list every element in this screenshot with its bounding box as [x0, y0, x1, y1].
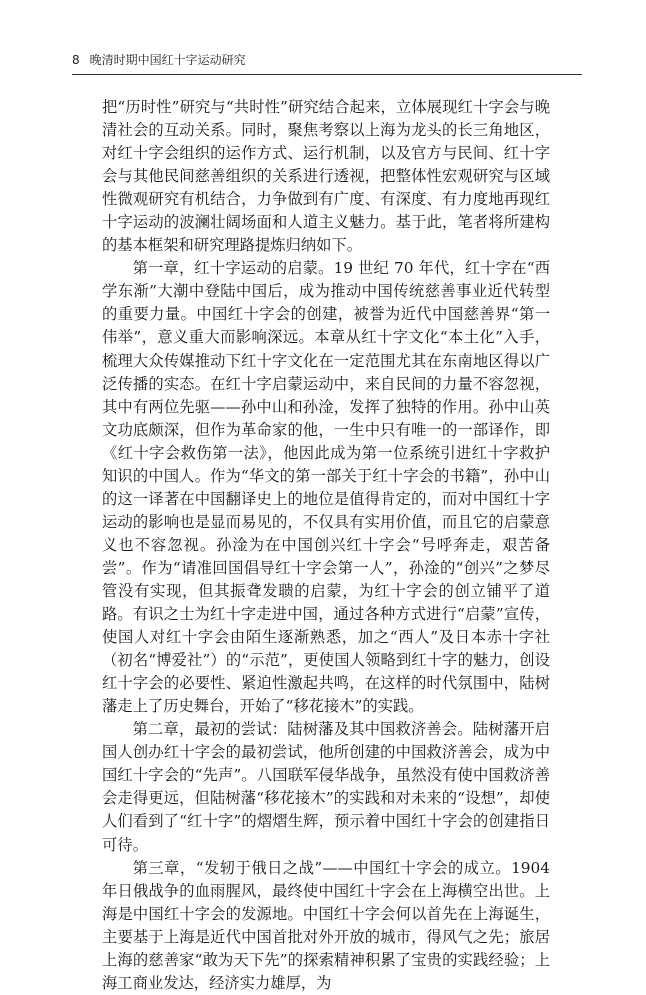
- running-title: 晚清时期中国红十字运动研究: [89, 53, 246, 67]
- paragraph-chapter-1: 第一章，红十字运动的启蒙。19 世纪 70 年代，红十字在“西学东渐”大潮中登陆中国后，成为推动中国传统慈善事业近代转型的重要力量。中国红十字会的创建，被誉为近代中国慈善界“第一伟举”，意义重大而影响深远。本章从红十字文化“本土化”入手，梳理大众传媒推动下红十字文化在一定范围尤其在东南地区得以广泛传播的实态。在红十字启蒙运动中，来自民间的力量不容忽视，其中有两位先驱——孙中山和孙淦，发挥了独特的作用。孙中山英文功底颇深，但作为革命家的他，一生中只有唯一的一部译作，即《红十字会救伤第一法》，他因此成为第一位系统引进红十字救护知识的中国人。作为“华文的第一部关于红十字会的书籍”，孙中山的这一译著在中国翻译史上的地位是值得肯定的，而对中国红十字运动的影响也是显而易见的，不仅具有实用价值，而且它的启蒙意义也不容忽视。孙淦为在中国创兴红十字会“号呼奔走，艰苦备尝”。作为“请准回国倡导红十字会第一人”，孙淦的“创兴”之梦尽管没有实现，但其振聋发聩的启蒙，为红十字会的创立铺平了道路。有识之士为红十字走进中国，通过各种方式进行“启蒙”宣传，使国人对红十字会由陌生逐渐熟悉，加之“西人”及日本赤十字社（初名“博爱社”）的“示范”，更使国人领略到红十字的魅力，创设红十字会的必要性、紧迫性激起共鸣，在这样的时代氛围中，陆树藩走上了历史舞台，开始了“移花接木”的实践。: [102, 259, 550, 716]
- page-number: 8: [72, 53, 80, 67]
- paragraph: 把“历时性”研究与“共时性”研究结合起来，立体展现红十字会与晚清社会的互动关系。同时，聚焦考察以上海为龙头的长三角地区，对红十字会组织的运作方式、运行机制，以及官方与民间、红十字会与其他民间慈善组织的关系进行透视，把整体性宏观研究与区域性微观研究有机结合，力争做到有广度、有深度、有力度地再现红十字运动的波澜壮阔场面和人道主义魅力。基于此，笔者将所建构的基本框架和研究理路提炼归纳如下。: [102, 98, 550, 255]
- running-header: [72, 52, 582, 75]
- body-text: [102, 96, 550, 995]
- paragraph-chapter-3: 第三章，“发轫于俄日之战”——中国红十字会的成立。1904 年日俄战争的血雨腥风，最终使中国红十字会在上海横空出世。上海是中国红十字会的发源地。中国红十字会何以首先在上海诞生，主要基于上海是近代中国首批对外开放的城市，得风气之先；旅居上海的慈善家“敢为天下先”的探索精神积累了宝贵的实践经验；上海工商业发达，经济实力雄厚，为: [102, 858, 550, 992]
- paragraph-chapter-2: 第二章，最初的尝试：陆树藩及其中国救济善会。陆树藩开启国人创办红十字会的最初尝试，他所创建的中国救济善会，成为中国红十字会的“先声”。八国联军侵华战争，虽然没有使中国救济善会走得更远，但陆树藩“移花接木”的实践和对未来的“设想”，却使人们看到了“红十字”的熠熠生辉，预示着中国红十字会的创建指日可待。: [102, 720, 550, 854]
